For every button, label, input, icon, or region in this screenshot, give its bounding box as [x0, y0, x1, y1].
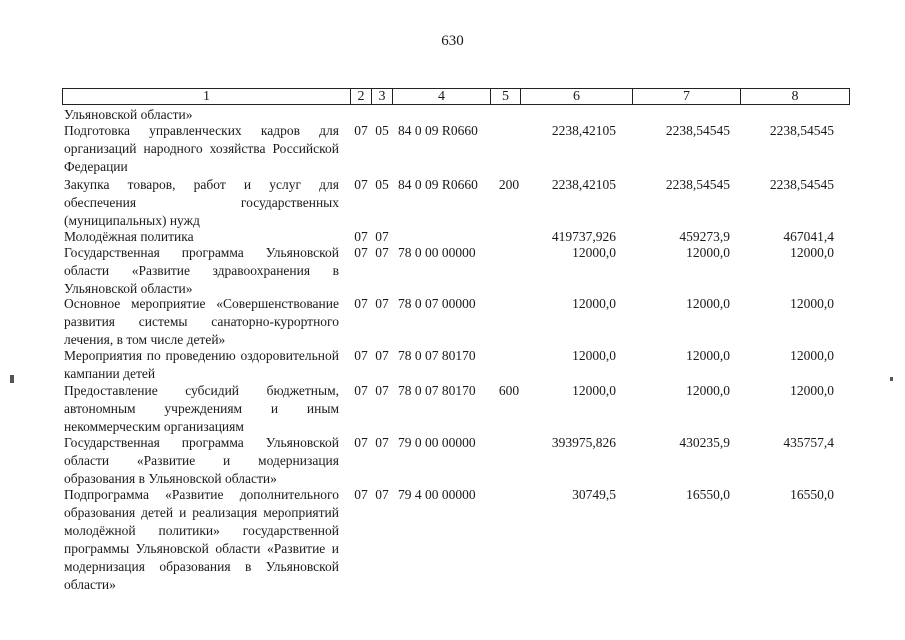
row-name: Закупка товаров, работ и услуг для обеспечения государственных (муниципальных) нужд [64, 177, 339, 228]
row-subsection: 07 [375, 245, 389, 260]
row-amount-3: 12000,0 [790, 348, 834, 363]
row-amount-1: 12000,0 [572, 348, 616, 363]
row-amount-1: 12000,0 [572, 296, 616, 311]
header-col-5: 5 [491, 89, 521, 104]
row-amount-1: 12000,0 [572, 383, 616, 398]
row-target-code: 78 0 07 80170 [398, 383, 476, 398]
row-name: Молодёжная политика [64, 229, 194, 244]
row-amount-1: 30749,5 [572, 487, 616, 502]
page-number: 630 [441, 33, 464, 49]
row-amount-3: 467041,4 [783, 229, 834, 244]
row-section: 07 [354, 245, 368, 260]
row-amount-3: 16550,0 [790, 487, 834, 502]
row-subsection: 07 [375, 383, 389, 398]
row-expense-type: 200 [498, 177, 520, 192]
scan-mark [10, 375, 14, 383]
row-subsection: 07 [375, 487, 389, 502]
row-amount-1: 393975,826 [551, 435, 616, 450]
row-amount-2: 2238,54545 [665, 177, 730, 192]
row-subsection: 05 [375, 123, 389, 138]
row-subsection: 07 [375, 435, 389, 450]
row-subsection: 07 [375, 229, 389, 244]
row-section: 07 [354, 296, 368, 311]
row-target-code: 78 0 07 00000 [398, 296, 476, 311]
row-name: Государственная программа Ульяновской области «Развитие здравоохранения в Ульяновской области» [64, 245, 339, 296]
row-amount-1: 419737,926 [551, 229, 616, 244]
row-amount-3: 12000,0 [790, 383, 834, 398]
scan-mark [890, 377, 893, 381]
row-target-code: 84 0 09 R0660 [398, 123, 478, 138]
row-section: 07 [354, 383, 368, 398]
row-section: 07 [354, 123, 368, 138]
row-amount-2: 12000,0 [686, 348, 730, 363]
row-target-code: 79 0 00 00000 [398, 435, 476, 450]
row-target-code: 84 0 09 R0660 [398, 177, 478, 192]
row-subsection: 05 [375, 177, 389, 192]
row-amount-3: 2238,54545 [769, 123, 834, 138]
row-amount-2: 12000,0 [686, 296, 730, 311]
row-amount-2: 459273,9 [679, 229, 730, 244]
row-amount-3: 12000,0 [790, 296, 834, 311]
row-expense-type: 600 [498, 383, 520, 398]
row-section: 07 [354, 229, 368, 244]
row-section: 07 [354, 487, 368, 502]
row-amount-2: 12000,0 [686, 383, 730, 398]
row-amount-2: 2238,54545 [665, 123, 730, 138]
table-header [62, 88, 850, 105]
row-section: 07 [354, 177, 368, 192]
row-target-code: 78 0 07 80170 [398, 348, 476, 363]
row-section: 07 [354, 435, 368, 450]
row-name: Государственная программа Ульяновской области «Развитие и модернизация образования в Ульяновской области» [64, 435, 339, 486]
row-target-code: 79 4 00 00000 [398, 487, 476, 502]
row-name: Подготовка управленческих кадров для организаций народного хозяйства Российской Федерации [64, 123, 339, 174]
row-amount-3: 2238,54545 [769, 177, 834, 192]
header-col-1: 1 [63, 89, 351, 104]
row-amount-1: 2238,42105 [551, 177, 616, 192]
header-col-6: 6 [521, 89, 633, 104]
row-amount-2: 430235,9 [679, 435, 730, 450]
row-amount-1: 12000,0 [572, 245, 616, 260]
row-name: Мероприятия по проведению оздоровительной кампании детей [64, 348, 339, 381]
row-name: Ульяновской области» [64, 107, 193, 122]
header-col-8: 8 [791, 89, 799, 104]
row-name: Предоставление субсидий бюджетным, автономным учреждениям и иным некоммерческим организациям [64, 383, 339, 434]
header-col-4: 4 [393, 89, 491, 104]
header-col-3: 3 [372, 89, 393, 104]
row-target-code: 78 0 00 00000 [398, 245, 476, 260]
row-amount-2: 16550,0 [686, 487, 730, 502]
row-name: Основное мероприятие «Совершенствование развития системы санаторно-курортного лечения, в том числе детей» [64, 296, 339, 347]
row-amount-3: 12000,0 [790, 245, 834, 260]
row-amount-2: 12000,0 [686, 245, 730, 260]
row-subsection: 07 [375, 296, 389, 311]
row-amount-1: 2238,42105 [551, 123, 616, 138]
row-amount-3: 435757,4 [783, 435, 834, 450]
row-name: Подпрограмма «Развитие дополнительного образования детей и реализация мероприятий молодёжной политики» государственной программы Ульяновской области «Развитие и модернизация образования в Ульяновской области» [64, 487, 339, 592]
row-subsection: 07 [375, 348, 389, 363]
header-col-2: 2 [351, 89, 372, 104]
row-section: 07 [354, 348, 368, 363]
header-col-7: 7 [633, 89, 741, 104]
